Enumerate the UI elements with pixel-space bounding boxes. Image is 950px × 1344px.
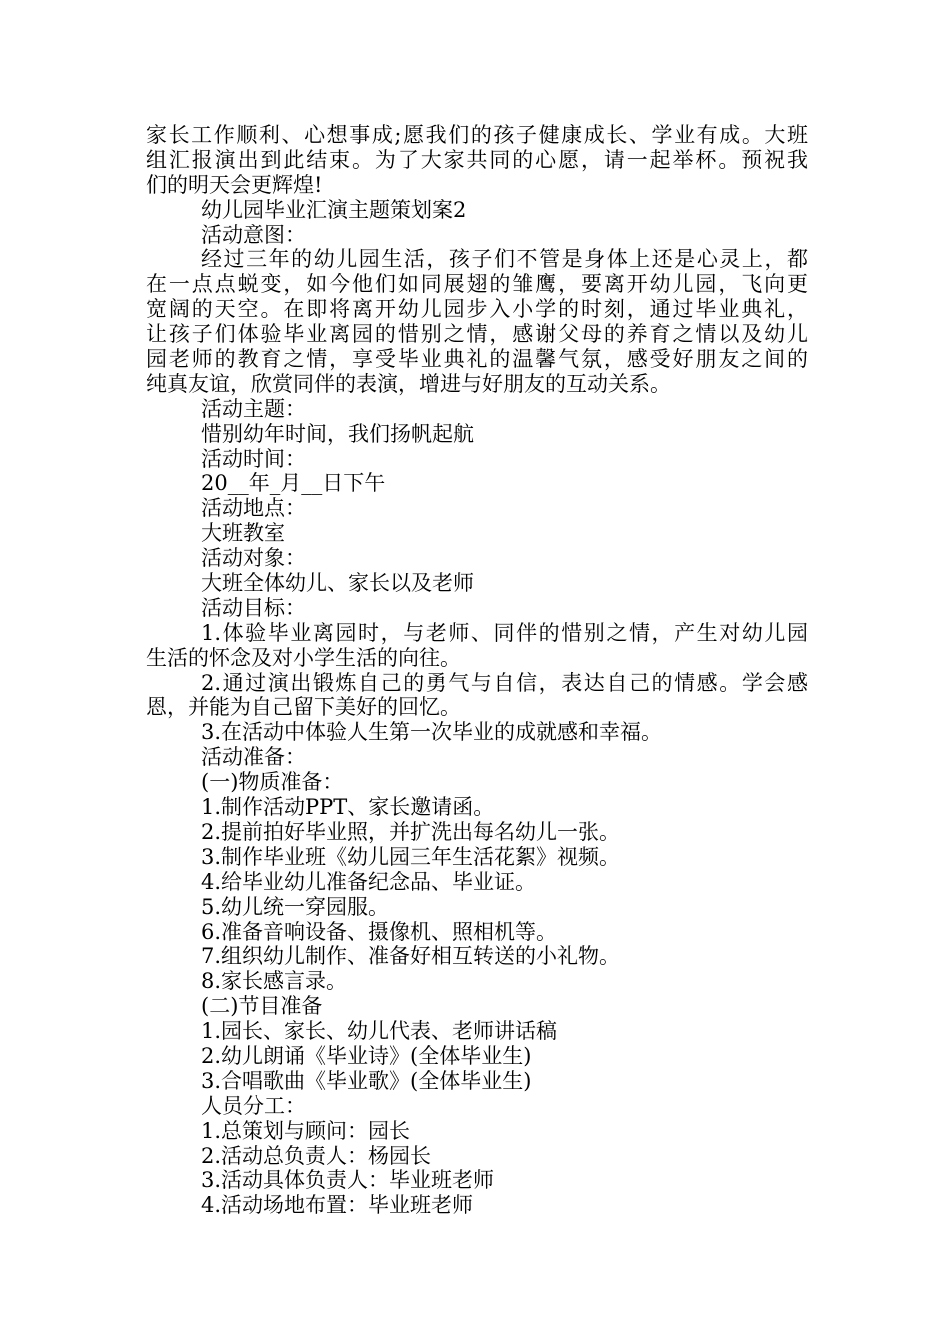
text-line: 家长工作顺利、心想事成;愿我们的孩子健康成长、学业有成。大班: [146, 123, 808, 147]
text-line: 3.合唱歌曲《毕业歌》(全体毕业生): [201, 1068, 532, 1093]
text-line: 6.准备音响设备、摄像机、照相机等。: [201, 919, 558, 944]
text-line: 活动准备：: [201, 745, 306, 770]
text-line: 1.总策划与顾问：园长: [201, 1118, 411, 1143]
text-line: 活动对象：: [201, 546, 306, 571]
text-line: 2.活动总负责人：杨园长: [201, 1143, 432, 1168]
text-line: 20__年_月__日下午: [201, 471, 386, 496]
text-line: 人员分工：: [201, 1093, 306, 1118]
text-line: 1.园长、家长、幼儿代表、老师讲话稿: [201, 1019, 558, 1044]
text-line: (二)节目准备: [201, 994, 323, 1019]
text-line: (一)物质准备：: [201, 770, 344, 795]
text-line: 3.在活动中体验人生第一次毕业的成就感和幸福。: [201, 720, 663, 745]
text-line: 1.体验毕业离园时，与老师、同伴的惜别之情，产生对幼儿园: [201, 620, 808, 645]
text-line: 活动时间：: [201, 446, 306, 471]
text-line: 活动地点：: [201, 496, 306, 521]
text-line: 1.制作活动PPT、家长邀请函。: [201, 795, 495, 820]
text-line: 3.制作毕业班《幼儿园三年生活花絮》视频。: [201, 844, 621, 869]
text-line: 2.提前拍好毕业照，并扩洗出每名幼儿一张。: [201, 819, 621, 844]
text-line: 大班全体幼儿、家长以及老师: [201, 571, 474, 596]
text-line: 5.幼儿统一穿园服。: [201, 894, 390, 919]
text-line: 让孩子们体验毕业离园的惜别之情，感谢父母的养育之情以及幼儿: [146, 322, 808, 347]
text-line: 生活的怀念及对小学生活的向往。: [146, 645, 461, 670]
text-line: 惜别幼年时间，我们扬帆起航: [201, 421, 474, 446]
text-line: 宽阔的天空。在即将离开幼儿园步入小学的时刻，通过毕业典礼，: [146, 297, 808, 322]
text-line: 活动意图：: [201, 222, 306, 247]
text-line: 恩，并能为自己留下美好的回忆。: [146, 695, 461, 720]
text-line: 组汇报演出到此结束。为了大家共同的心愿，请一起举杯。预祝我: [146, 147, 808, 172]
text-line: 4.活动场地布置：毕业班老师: [201, 1193, 474, 1218]
text-line: 8.家长感言录。: [201, 969, 348, 994]
document-page: [146, 123, 808, 1218]
text-line: 在一点点蜕变，如今他们如同展翅的雏鹰，要离开幼儿园，飞向更: [146, 272, 808, 297]
text-line: 2.通过演出锻炼自己的勇气与自信，表达自己的情感。学会感: [201, 670, 808, 695]
text-line: 4.给毕业幼儿准备纪念品、毕业证。: [201, 869, 537, 894]
text-line: 纯真友谊，欣赏同伴的表演，增进与好朋友的互动关系。: [146, 371, 671, 396]
text-line: 园老师的教育之情，享受毕业典礼的温馨气氛，感受好朋友之间的: [146, 347, 808, 372]
text-line: 经过三年的幼儿园生活，孩子们不管是身体上还是心灵上，都: [201, 247, 808, 272]
text-line: 活动目标：: [201, 595, 306, 620]
text-line: 们的明天会更辉煌!: [146, 172, 323, 197]
text-line: 幼儿园毕业汇演主题策划案2: [201, 197, 467, 222]
text-line: 活动主题：: [201, 396, 306, 421]
text-line: 7.组织幼儿制作、准备好相互转送的小礼物。: [201, 944, 621, 969]
text-line: 大班教室: [201, 521, 285, 546]
text-line: 3.活动具体负责人：毕业班老师: [201, 1168, 495, 1193]
text-line: 2.幼儿朗诵《毕业诗》(全体毕业生): [201, 1043, 532, 1068]
